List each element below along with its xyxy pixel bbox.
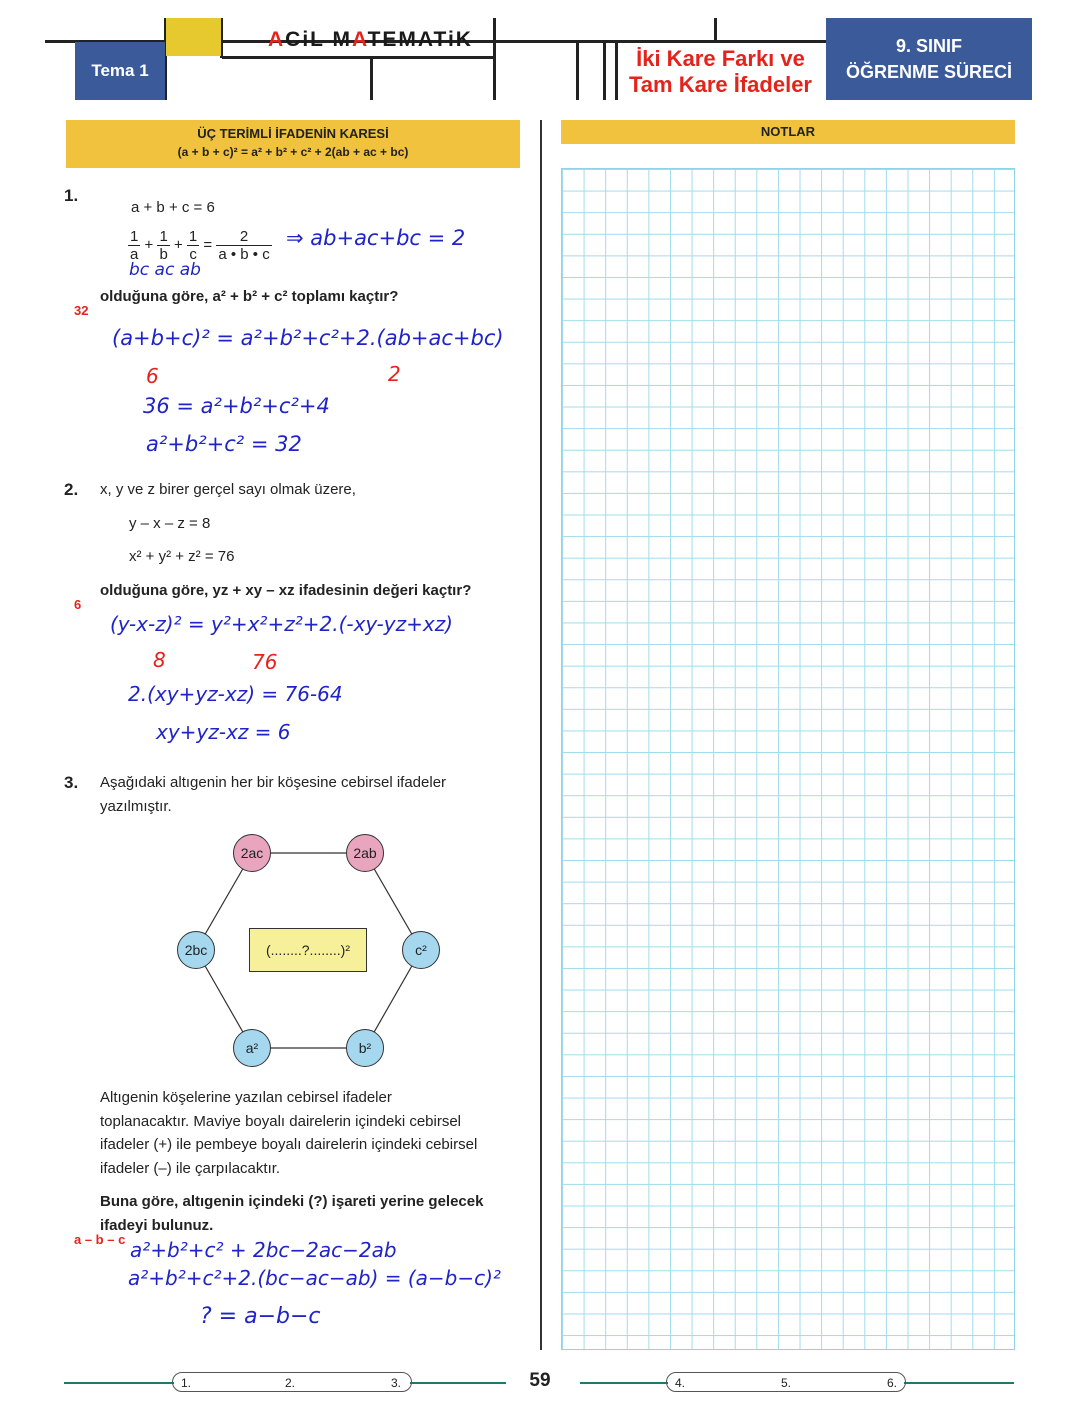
q3-answer: a – b – c: [74, 1232, 126, 1247]
q3-desc1: Altıgenin köşelerine yazılan cebirsel ifadeler: [100, 1089, 392, 1106]
q1-work-line2: 36 = a²+b²+c²+4: [143, 394, 330, 418]
q1-handwriting-under: bc ac ab: [129, 260, 201, 280]
q1-answer: 32: [74, 303, 89, 318]
q2-question: olduğuna göre, yz + xy – xz ifadesinin değeri kaçtır?: [100, 582, 472, 599]
q2-intro: x, y ve z birer gerçel sayı olmak üzere,: [100, 481, 356, 498]
q1-handwriting-arrow: ⇒ ab+ac+bc = 2: [286, 226, 466, 250]
q3-intro1: Aşağıdaki altıgenin her bir köşesine cebirsel ifadeler: [100, 774, 447, 791]
hex-node-top-right: 2ab: [346, 834, 384, 872]
q1-given: a + b + c = 6: [131, 199, 215, 216]
q2-work-red-76: 76: [252, 650, 278, 674]
q2-work-red-8: 8: [153, 648, 166, 672]
grade-badge: 9. SINIF ÖĞRENME SÜRECİ: [826, 18, 1032, 100]
q3-question2: ifadeyi bulunuz.: [100, 1217, 214, 1234]
q3-desc2: toplanacaktır. Maviye boyalı dairelerin içindeki cebirsel: [100, 1113, 462, 1130]
q2-number: 2.: [64, 480, 79, 499]
notes-header: NOTLAR: [561, 120, 1015, 144]
footer-pill-left: 1. 2. 3.: [172, 1372, 412, 1392]
q2-answer: 6: [74, 597, 82, 612]
brand-logo: ACiL MATEMATiK: [268, 28, 473, 51]
hex-node-bottom-right: b²: [346, 1029, 384, 1067]
q3-question1: Buna göre, altıgenin içindeki (?) işareti yerine gelecek: [100, 1193, 484, 1210]
q3-intro2: yazılmıştır.: [100, 798, 172, 815]
q2-work-line3: xy+yz-xz = 6: [156, 720, 291, 744]
q1-work-line1: (a+b+c)² = a²+b²+c²+2.(ab+ac+bc): [112, 326, 504, 350]
q3-desc4: ifadeler (–) ile çarpılacaktır.: [100, 1160, 281, 1177]
footer-pill-right: 4. 5. 6.: [666, 1372, 906, 1392]
q1-question: olduğuna göre, a² + b² + c² toplamı kaçtır?: [100, 288, 399, 305]
q3-work-line2: a²+b²+c²+2.(bc−ac−ab) = (a−b−c)²: [128, 1266, 501, 1290]
notes-grid[interactable]: [561, 168, 1015, 1350]
q2-given1: y – x – z = 8: [129, 515, 211, 532]
q3-work-line1: a²+b²+c² + 2bc−2ac−2ab: [130, 1238, 397, 1262]
hex-node-left: 2bc: [177, 931, 215, 969]
q3-work-line3: ? = a−b−c: [200, 1304, 321, 1329]
hex-center-box: (........?........)²: [249, 928, 367, 972]
page-number: 59: [529, 1370, 551, 1391]
q3-number: 3.: [64, 773, 79, 792]
q2-work-line1: (y-x-z)² = y²+x²+z²+2.(-xy-yz+xz): [110, 612, 453, 636]
q1-number: 1.: [64, 186, 79, 205]
q2-work-line2: 2.(xy+yz-xz) = 76-64: [128, 682, 343, 706]
hex-node-bottom-left: a²: [233, 1029, 271, 1067]
q2-given2: x² + y² + z² = 76: [129, 548, 235, 565]
q1-work-red-6: 6: [146, 364, 159, 388]
section-title: ÜÇ TERİMLİ İFADENİN KARESİ: [197, 126, 389, 141]
hex-node-top-left: 2ac: [233, 834, 271, 872]
section-formula: (a + b + c)² = a² + b² + c² + 2(ab + ac + bc): [177, 145, 409, 159]
tema-label: Tema 1: [75, 42, 165, 100]
page-title: İki Kare Farkı ve Tam Kare İfadeler: [628, 46, 812, 97]
q1-fraction-equation: $\frac{1}{a}$ + $\frac{1}{b}$ + $\frac{1}{c}$ = $\frac{2}{a • b • c}$: [130, 228, 270, 263]
q1-work-line3: a²+b²+c² = 32: [146, 432, 302, 456]
q3-desc3: ifadeler (+) ile pembeye boyalı dairelerin içindeki cebirsel: [100, 1136, 478, 1153]
column-divider: [540, 120, 542, 1350]
hex-node-right: c²: [402, 931, 440, 969]
q1-work-red-2: 2: [388, 362, 401, 386]
